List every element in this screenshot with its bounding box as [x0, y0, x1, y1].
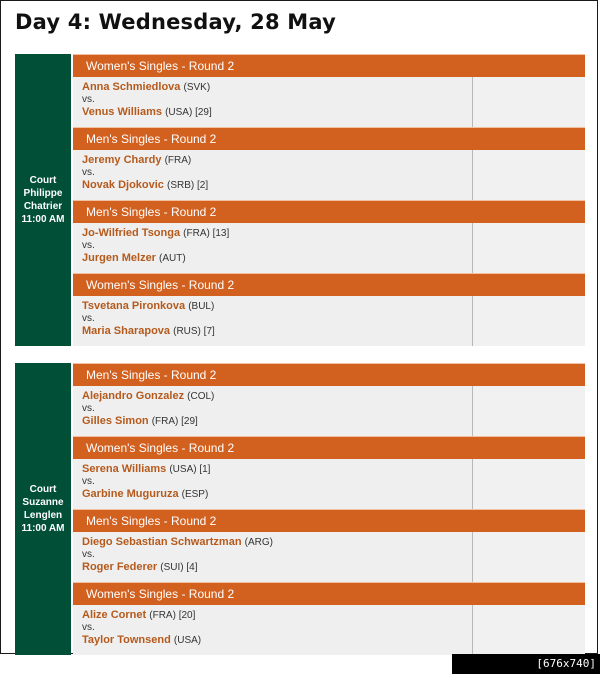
match-info: [73, 223, 472, 273]
vs-label: vs.: [82, 313, 95, 324]
player-entry: [82, 415, 472, 428]
player-name-link[interactable]: Novak Djokovic: [82, 179, 164, 191]
match-row: [73, 386, 585, 436]
match-info: [73, 605, 472, 655]
player-name-link[interactable]: Venus Williams: [82, 106, 162, 118]
player-name-link[interactable]: Roger Federer: [82, 561, 158, 573]
player-name-link[interactable]: Maria Sharapova: [82, 325, 171, 337]
player-entry: [82, 154, 472, 167]
court-start-time: 11:00 AM: [21, 523, 65, 534]
match-info: [73, 150, 472, 200]
player-country: (COL): [187, 391, 215, 402]
player-entry: [82, 561, 472, 574]
match-result-cell: [472, 150, 585, 200]
player-name-link[interactable]: Taylor Townsend: [82, 634, 171, 646]
player-name-link[interactable]: Diego Sebastian Schwartzman: [82, 536, 242, 548]
vs-label: vs.: [82, 549, 95, 560]
court-name-line: Court: [29, 484, 57, 495]
match-result-cell: [472, 532, 585, 582]
match-result-cell: [472, 605, 585, 655]
match-row: [73, 296, 585, 346]
vs-label: vs.: [82, 94, 95, 105]
round-header: Men's Singles - Round 2: [73, 509, 585, 532]
court-start-time: 11:00 AM: [21, 214, 65, 225]
player-entry: [82, 463, 472, 476]
player-name-link[interactable]: Alejandro Gonzalez: [82, 390, 185, 402]
court-name-line: Court: [29, 175, 57, 186]
player-entry: [82, 634, 472, 647]
player-country: (USA) [29]: [165, 107, 212, 118]
player-name-link[interactable]: Gilles Simon: [82, 415, 149, 427]
vs-label: vs.: [82, 476, 95, 487]
player-name-link[interactable]: Jeremy Chardy: [82, 154, 162, 166]
round-header: Women's Singles - Round 2: [73, 273, 585, 296]
match-row: [73, 532, 585, 582]
player-country: (SVK): [183, 82, 211, 93]
player-country: (FRA) [13]: [183, 228, 230, 239]
court-name-line: Lenglen: [23, 510, 63, 521]
player-entry: [82, 106, 472, 119]
player-entry: [82, 536, 472, 549]
player-country: (ARG): [244, 537, 273, 548]
match-info: [73, 77, 472, 127]
player-country: (FRA) [29]: [151, 416, 198, 427]
page-title: Day 4: Wednesday, 28 May: [15, 10, 337, 34]
match-result-cell: [472, 386, 585, 436]
match-result-cell: [472, 77, 585, 127]
player-entry: [82, 227, 472, 240]
match-row: [73, 150, 585, 200]
round-header: Men's Singles - Round 2: [73, 127, 585, 150]
match-row: [73, 459, 585, 509]
match-list: [73, 54, 585, 346]
player-entry: [82, 81, 472, 94]
player-entry: [82, 488, 472, 501]
player-country: (AUT): [159, 253, 186, 264]
player-entry: [82, 325, 472, 338]
player-entry: [82, 300, 472, 313]
player-entry: [82, 179, 472, 192]
player-name-link[interactable]: Jurgen Melzer: [82, 252, 156, 264]
vs-label: vs.: [82, 403, 95, 414]
match-info: [73, 459, 472, 509]
match-row: [73, 605, 585, 655]
round-header: Men's Singles - Round 2: [73, 200, 585, 223]
player-country: (FRA) [20]: [149, 610, 196, 621]
round-header: Men's Singles - Round 2: [73, 363, 585, 386]
player-name-link[interactable]: Tsvetana Pironkova: [82, 300, 186, 312]
match-list: [73, 363, 585, 655]
match-row: [73, 77, 585, 127]
watermark: [676x740] http://upic.me/: [452, 654, 600, 674]
court-label: [15, 363, 71, 655]
player-country: (SRB) [2]: [166, 180, 209, 191]
player-name-link[interactable]: Garbine Muguruza: [82, 488, 179, 500]
player-country: (ESP): [181, 489, 209, 500]
player-name-link[interactable]: Serena Williams: [82, 463, 167, 475]
player-entry: [82, 252, 472, 265]
round-header: Women's Singles - Round 2: [73, 54, 585, 77]
player-name-link[interactable]: Anna Schmiedlova: [82, 81, 181, 93]
round-header: Women's Singles - Round 2: [73, 436, 585, 459]
match-result-cell: [472, 459, 585, 509]
court-name-line: Philippe: [23, 188, 63, 199]
player-name-link[interactable]: Alize Cornet: [82, 609, 147, 621]
vs-label: vs.: [82, 622, 95, 633]
court-block: [15, 363, 585, 655]
match-info: [73, 532, 472, 582]
player-country: (BUL): [188, 301, 215, 312]
court-name-line: Chatrier: [23, 201, 63, 212]
match-result-cell: [472, 296, 585, 346]
player-country: (RUS) [7]: [173, 326, 215, 337]
player-country: (USA): [173, 635, 202, 646]
vs-label: vs.: [82, 240, 95, 251]
court-name-line: Suzanne: [22, 497, 64, 508]
player-entry: [82, 390, 472, 403]
player-name-link[interactable]: Jo-Wilfried Tsonga: [82, 227, 181, 239]
match-info: [73, 386, 472, 436]
player-country: (SUI) [4]: [160, 562, 198, 573]
round-header: Women's Singles - Round 2: [73, 582, 585, 605]
player-country: (USA) [1]: [169, 464, 211, 475]
player-country: (FRA): [164, 155, 192, 166]
match-result-cell: [472, 223, 585, 273]
match-row: [73, 223, 585, 273]
player-entry: [82, 609, 472, 622]
court-block: [15, 54, 585, 346]
vs-label: vs.: [82, 167, 95, 178]
match-info: [73, 296, 472, 346]
court-label: [15, 54, 71, 346]
